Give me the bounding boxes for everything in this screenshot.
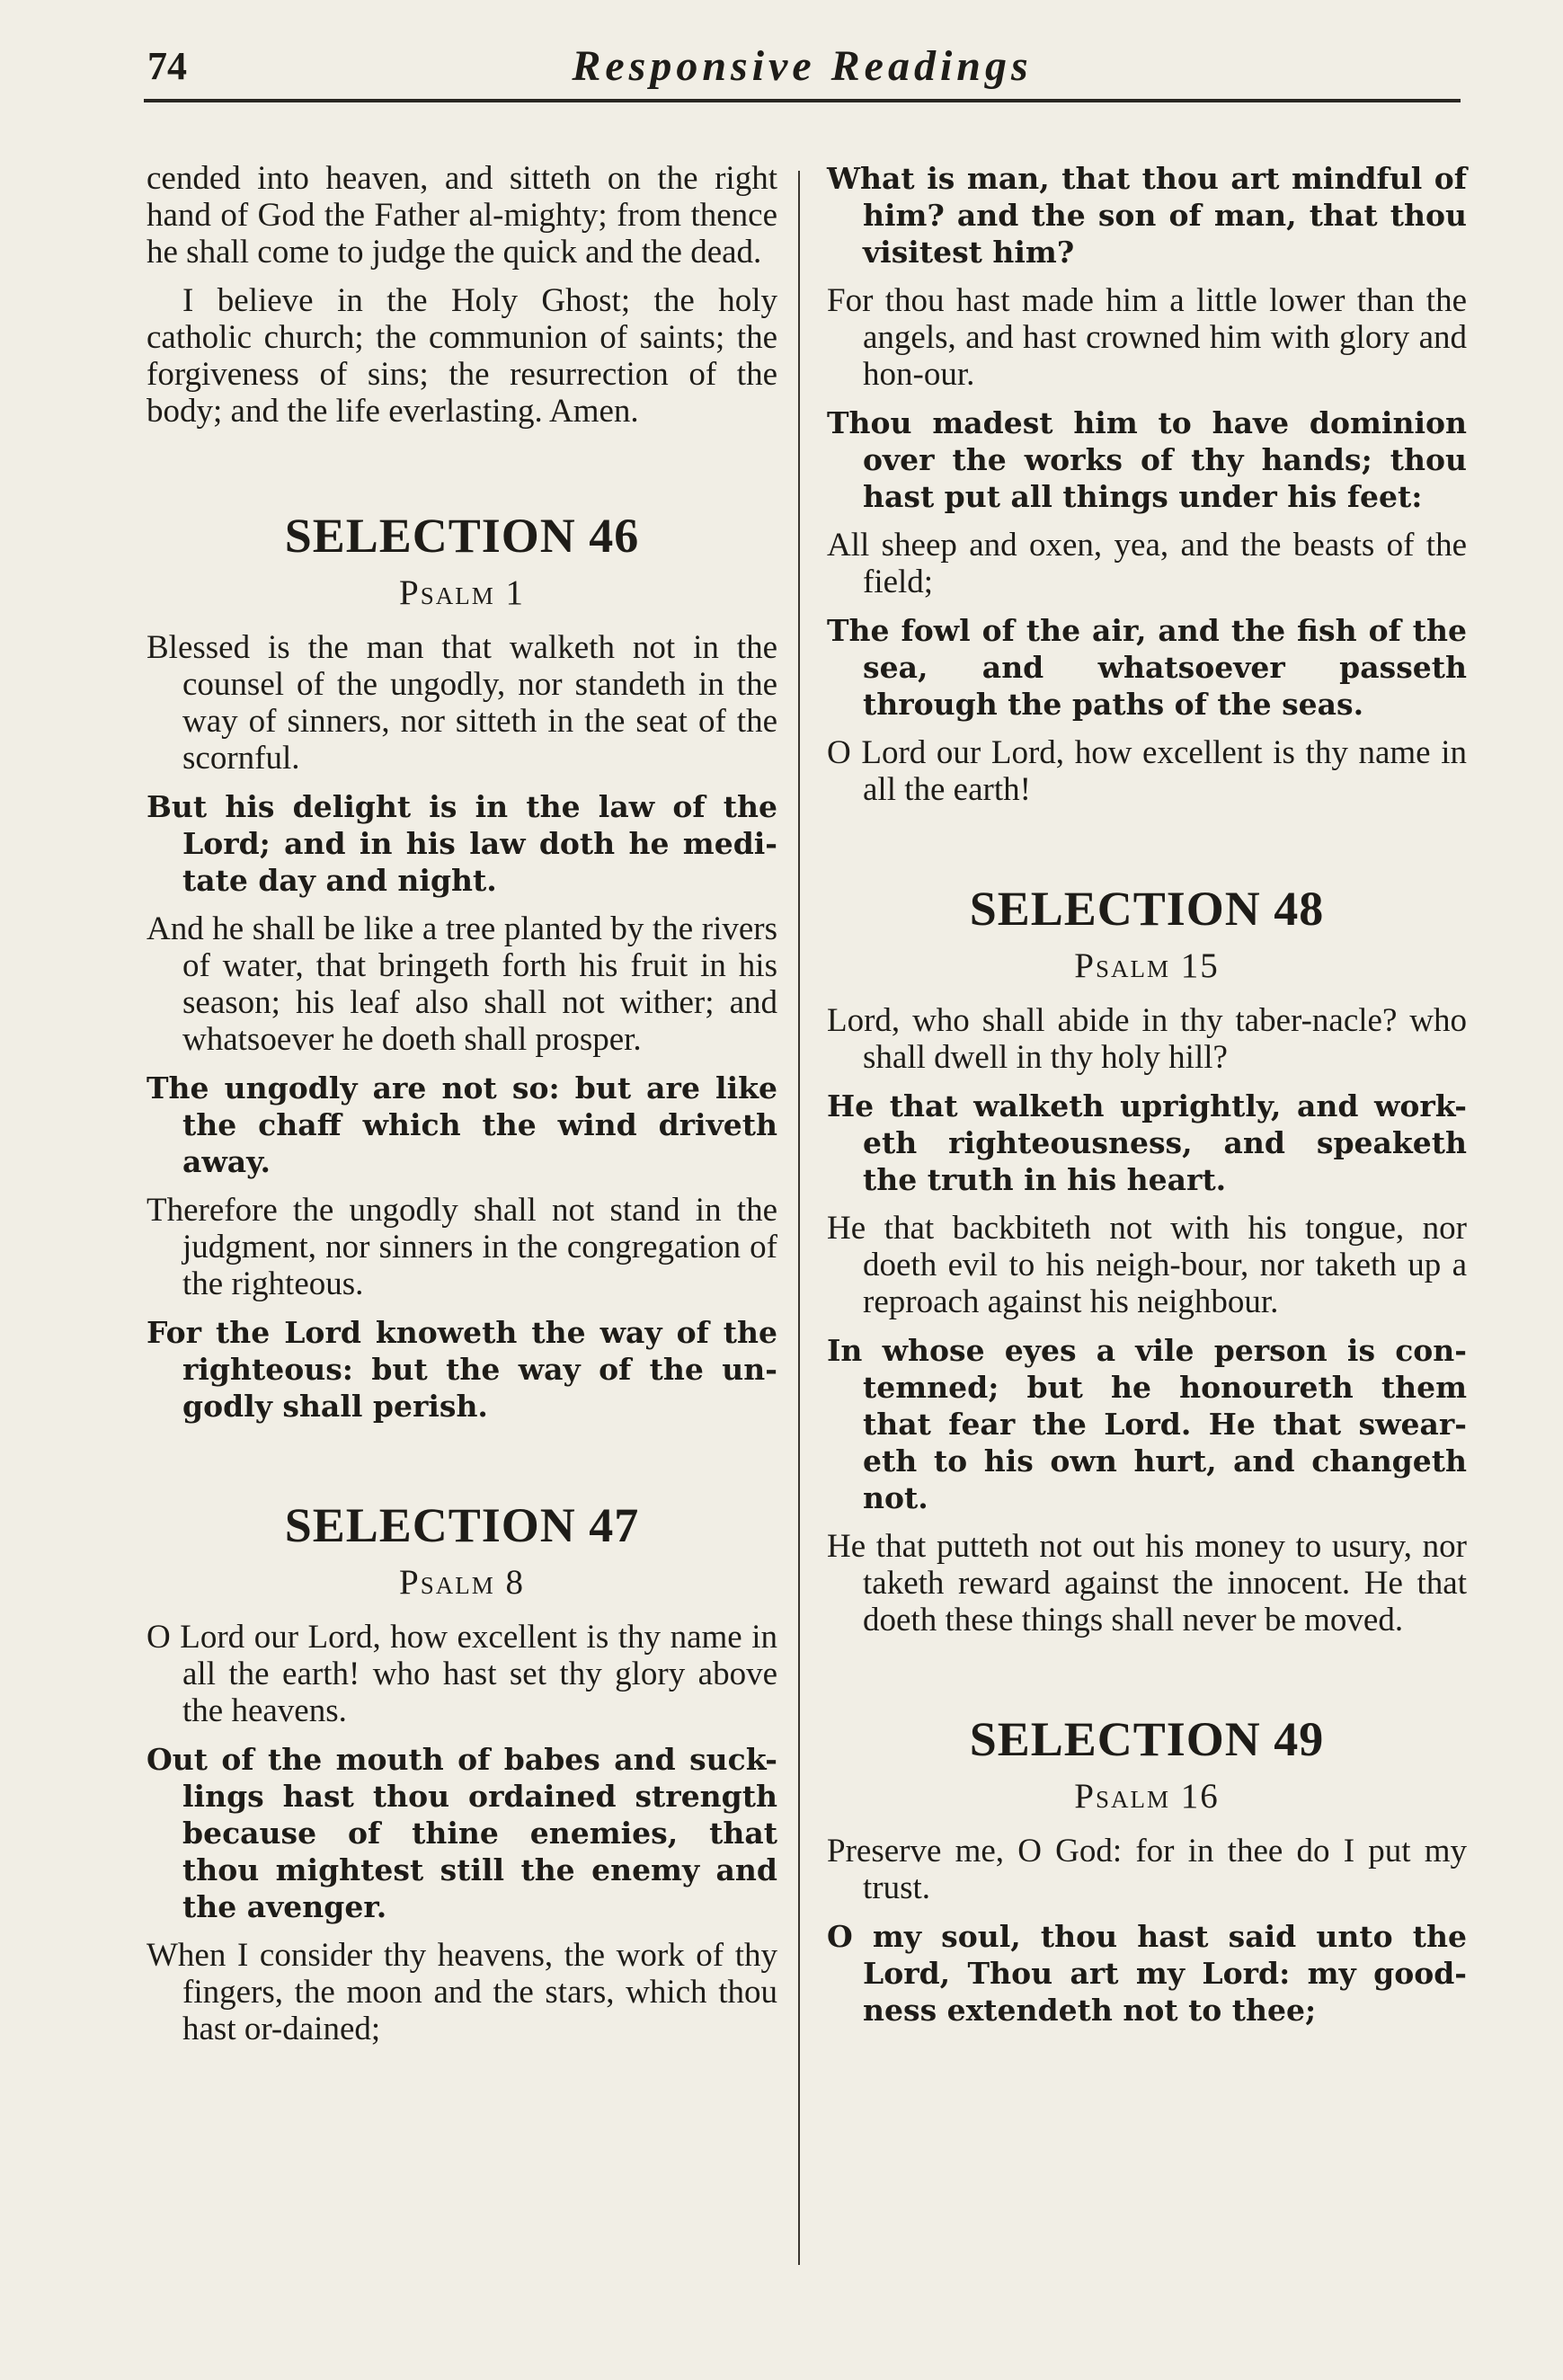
creed-paragraph: I believe in the Holy Ghost; the holy catholic church; the communion of saints; the forgiveness of sins; the resurrection of the body; and the life everlasting. Amen. (147, 282, 777, 430)
verse: O Lord our Lord, how excellent is thy name in all the earth! (827, 734, 1467, 808)
verse: Blessed is the man that walketh not in the counsel of the ungodly, nor standeth in the way of sinners, nor sitteth in the seat of the scornful. (147, 629, 777, 777)
left-column (147, 160, 777, 2059)
selection-title: SELECTION 46 (284, 509, 640, 563)
verse: Therefore the ungodly shall not stand in the judgment, nor sinners in the congregation of the righteous. (147, 1192, 777, 1302)
psalm-reference: Psalm 15 (1074, 946, 1220, 985)
verse-response: O my soul, thou hast said unto the Lord, Thou art my Lord: my good-ness extendeth not to thee; (827, 1919, 1467, 2028)
selection-49 (827, 1712, 1467, 2029)
verse-response: For the Lord knoweth the way of the righteous: but the way of the un-godly shall perish. (147, 1315, 777, 1424)
selection-title: SELECTION 48 (969, 882, 1325, 936)
verse: He that backbiteth not with his tongue, nor doeth evil to his neigh-bour, nor taketh up a reproach against his neighbour. (827, 1210, 1467, 1320)
verse-response: What is man, that thou art mindful of him? and the son of man, that thou visitest him? (827, 161, 1467, 270)
creed-paragraph: cended into heaven, and sitteth on the right hand of God the Father al-mighty; from thence he shall come to judge the quick and the dead. (147, 160, 777, 271)
page-header (144, 34, 1461, 97)
verse-response: The fowl of the air, and the fish of the sea, and whatsoever passeth through the paths of the seas. (827, 613, 1467, 722)
selection-title: SELECTION 49 (969, 1712, 1325, 1766)
psalm-reference: Psalm 1 (399, 573, 525, 612)
selection-title: SELECTION 47 (284, 1498, 640, 1552)
verse: For thou hast made him a little lower than the angels, and hast crowned him with glory and hon-our. (827, 282, 1467, 393)
running-title: Responsive Readings (572, 42, 1033, 90)
verse: All sheep and oxen, yea, and the beasts of the field; (827, 527, 1467, 600)
selection-46 (147, 509, 777, 1425)
verse: O Lord our Lord, how excellent is thy name in all the earth! who hast set thy glory above the heavens. (147, 1619, 777, 1729)
selection-48 (827, 882, 1467, 1638)
right-column (827, 160, 1467, 2040)
verse: He that putteth not out his money to usury, nor taketh reward against the innocent. He that doeth these things shall never be moved. (827, 1528, 1467, 1638)
page-number: 74 (147, 44, 187, 88)
verse-response: But his delight is in the law of the Lord; and in his law doth he medi-tate day and night. (147, 789, 777, 898)
column-divider (798, 171, 800, 2265)
psalm-reference: Psalm 16 (1074, 1777, 1220, 1816)
verse-response: Thou madest him to have dominion over the works of thy hands; thou hast put all things under his feet: (827, 405, 1467, 514)
verse: Preserve me, O God: for in thee do I put my trust. (827, 1833, 1467, 1906)
verse: Lord, who shall abide in thy taber-nacle? who shall dwell in thy holy hill? (827, 1002, 1467, 1076)
verse-response: He that walketh uprightly, and work-eth righteousness, and speaketh the truth in his heart. (827, 1088, 1467, 1197)
verse-response: Out of the mouth of babes and suck-lings hast thou ordained strength because of thine enemies, that thou mightest still the enemy and the avenger. (147, 1742, 777, 1924)
verse-response: In whose eyes a vile person is con-temned; but he honoureth them that fear the Lord. He that swear-eth to his own hurt, and changeth not. (827, 1333, 1467, 1515)
header-rule (144, 99, 1461, 102)
verse-response: The ungodly are not so: but are like the chaff which the wind driveth away. (147, 1070, 777, 1179)
verse: When I consider thy heavens, the work of thy fingers, the moon and the stars, which thou hast or-dained; (147, 1937, 777, 2047)
selection-47-continued (827, 160, 1467, 808)
selection-47 (147, 1498, 777, 2047)
psalm-reference: Psalm 8 (399, 1563, 525, 1602)
verse: And he shall be like a tree planted by the rivers of water, that bringeth forth his fruit in his season; his leaf also shall not wither; and whatsoever he doeth shall prosper. (147, 910, 777, 1058)
